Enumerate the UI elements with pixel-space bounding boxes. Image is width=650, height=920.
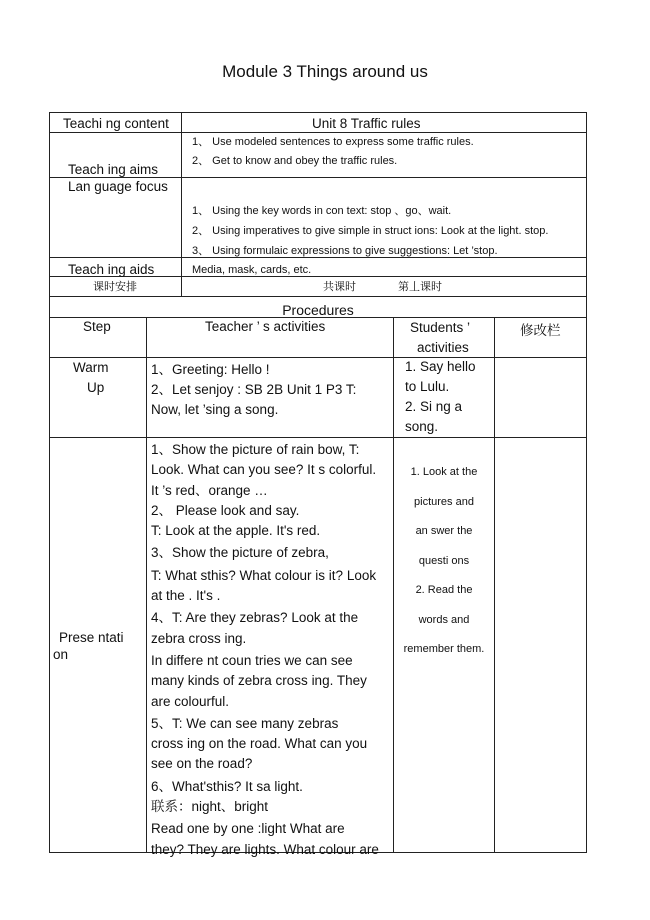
page-title: Module 3 Things around us <box>222 62 428 81</box>
info-rule-divider <box>181 112 182 297</box>
teacher-line: 2、 Please look and say. <box>151 502 300 518</box>
proc-rule <box>49 437 587 438</box>
student-line: song. <box>405 419 439 434</box>
step-presentation: on <box>53 647 69 662</box>
teacher-line: In differe nt coun tries we can see <box>151 652 353 668</box>
aim-item: 1、 Use modeled sentences to express some traffic rules. <box>192 136 474 148</box>
focus-item: 2、 Using imperatives to give simple in struct ions: Look at the light. stop. <box>192 225 549 237</box>
info-rule-bottom <box>49 296 587 297</box>
step-warmup: Warm <box>73 360 109 375</box>
proc-rule-right <box>586 296 587 853</box>
info-rule-top <box>49 112 587 113</box>
teacher-line: Read one by one :light What are <box>151 821 345 837</box>
step-warmup: Up <box>87 380 105 395</box>
teacher-line: 5、T: We can see many zebras <box>151 715 339 731</box>
teacher-line: at the . It's . <box>151 588 221 604</box>
schedule-current: 第丄课时 <box>398 281 442 293</box>
teaching-aids-label: Teach ing aids <box>68 262 155 277</box>
teacher-line: 2、Let senjoy : SB 2B Unit 1 P3 T: <box>151 382 357 397</box>
aim-item: 2、 Get to know and obey the traffic rules. <box>192 155 398 167</box>
warmup-student-activities <box>405 357 476 437</box>
teacher-line: It ’s red、orange … <box>151 482 268 498</box>
presentation-teacher-activities <box>151 440 379 860</box>
header-revise: 修改栏 <box>520 323 561 338</box>
proc-rule-students <box>494 317 495 853</box>
header-teacher: Teacher ’ s activities <box>205 319 326 334</box>
teacher-line: see on the road? <box>151 756 253 772</box>
student-line: 1. Say hello <box>405 359 476 374</box>
focus-item: 3、 Using formulaic expressions to give suggestions: Let ’stop. <box>192 245 498 257</box>
teaching-content-label: Teachi ng content <box>63 116 169 131</box>
student-line: pictures and <box>414 495 474 508</box>
focus-item: 1、 Using the key words in con text: stop 、go、wait. <box>192 205 452 217</box>
teacher-line: T: Look at the apple. It's red. <box>151 523 321 539</box>
teacher-line: are colourful. <box>151 693 230 709</box>
info-rule-right <box>586 112 587 297</box>
proc-rule <box>49 357 587 358</box>
proc-rule-left <box>49 296 50 853</box>
teacher-line: 1、Greeting: Hello ! <box>151 362 270 377</box>
teacher-line: they? They are lights. What colour are <box>151 841 379 857</box>
info-rule-left <box>49 112 50 297</box>
header-step: Step <box>83 319 111 334</box>
language-focus-label: Lan guage focus <box>68 179 168 194</box>
teacher-line: many kinds of zebra cross ing. They <box>151 673 367 689</box>
student-line: remember them. <box>403 643 485 655</box>
teacher-line: Now, let ’sing a song. <box>151 402 279 417</box>
teaching-aids-value: Media, mask, cards, etc. <box>192 264 312 276</box>
teacher-line: 6、What'sthis? It sa light. <box>151 778 303 794</box>
warmup-teacher-activities <box>151 360 356 420</box>
teacher-line: 4、T: Are they zebras? Look at the <box>151 610 359 626</box>
teacher-line: 3、Show the picture of zebra, <box>151 545 329 561</box>
teacher-line: zebra cross ing. <box>151 630 247 646</box>
student-line: 1. Look at the <box>410 466 478 478</box>
student-line: questi ons <box>418 554 470 567</box>
presentation-student-activities <box>395 458 493 665</box>
schedule-total: 共课时 <box>323 281 356 293</box>
student-line: an swer the <box>415 525 473 537</box>
teacher-line: T: What sthis? What colour is it? Look <box>151 567 377 583</box>
teaching-aims-label: Teach ing aims <box>68 162 159 177</box>
teacher-line: 联系：night、bright <box>151 799 269 815</box>
student-line: to Lulu. <box>405 379 450 394</box>
teacher-line: cross ing on the road. What can you <box>151 736 368 752</box>
student-line: 2. Read the <box>415 584 473 596</box>
proc-rule-teacher <box>393 317 394 853</box>
header-students: Students ’ <box>410 320 471 335</box>
procedures-heading: Procedures <box>282 302 354 318</box>
teacher-line: 1、Show the picture of rain bow, T: <box>151 442 360 457</box>
student-line: words and <box>418 613 470 626</box>
schedule-label: 课时安排 <box>93 281 137 293</box>
info-rule <box>49 177 587 178</box>
student-line: 2. Si ng a <box>405 399 463 414</box>
step-presentation: Prese ntati <box>59 630 124 645</box>
header-students: activities <box>417 340 469 355</box>
teaching-content-value: Unit 8 Traffic rules <box>312 116 421 131</box>
proc-rule-step <box>146 317 147 853</box>
teacher-line: Look. What can you see? It s colorful. <box>151 462 377 478</box>
